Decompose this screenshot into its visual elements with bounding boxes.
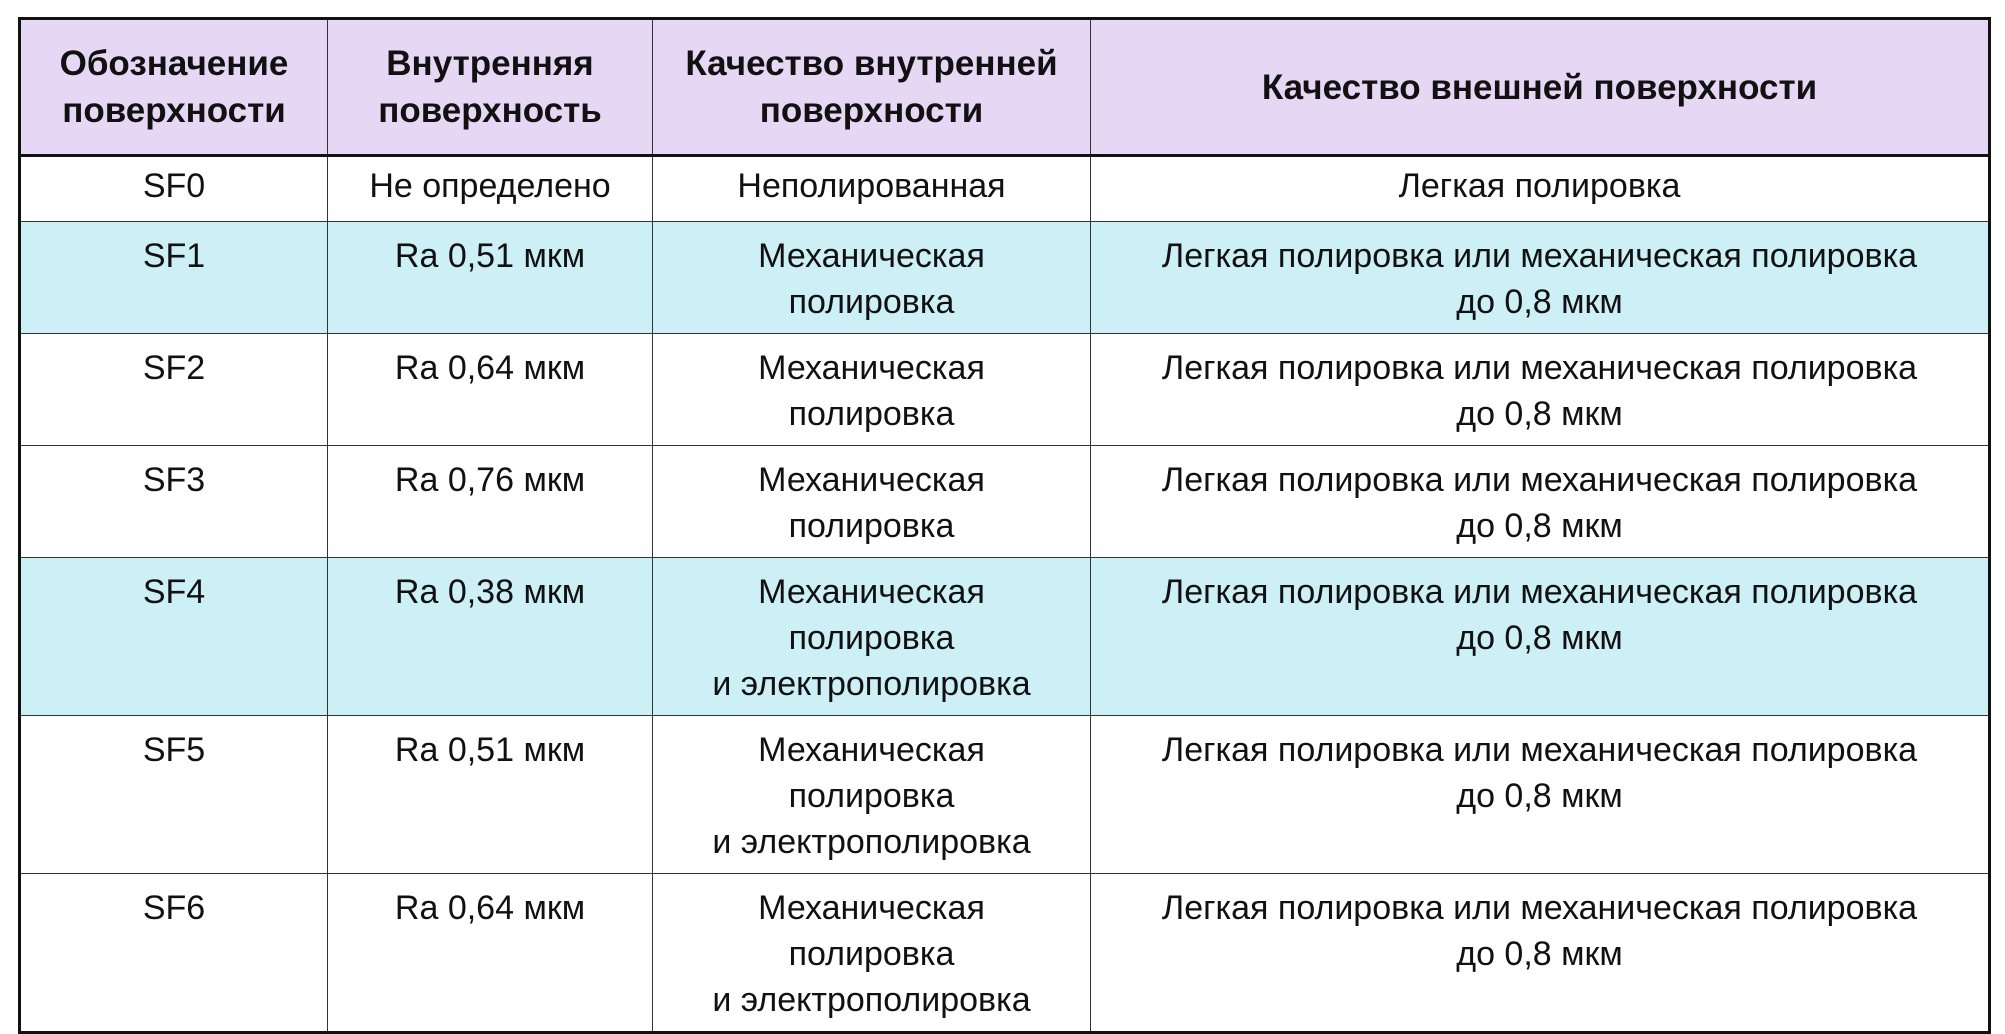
table-row [20, 156, 1990, 222]
surface-finish-table [18, 17, 1991, 1034]
cell-text-line: Механическая [758, 889, 985, 927]
cell-outer-quality [1091, 156, 1990, 222]
table-row [20, 222, 1990, 334]
header-outer-quality [1091, 19, 1990, 156]
header-inner-quality [653, 19, 1091, 156]
cell-text-line: полировка [788, 507, 955, 545]
header-text-line: поверхности [62, 91, 286, 130]
cell-text-line: полировка [788, 935, 955, 973]
cell-text-line: и электрополировка [712, 823, 1031, 861]
cell-inner-quality [653, 558, 1091, 716]
header-text-line: Обозначение [59, 44, 289, 83]
cell-inner-surface: Не определено [328, 156, 653, 222]
cell-text-line: и электрополировка [712, 981, 1031, 1019]
table-header [20, 19, 1990, 156]
cell-text-line: Механическая [758, 237, 985, 275]
cell-inner-surface: Ra 0,51 мкм [328, 716, 653, 874]
cell-text-line: полировка [788, 777, 955, 815]
cell-designation: SF2 [20, 334, 328, 446]
cell-text-line: Легкая полировка или механическая полировка [1161, 461, 1918, 499]
cell-outer-quality [1091, 334, 1990, 446]
header-designation [20, 19, 328, 156]
cell-inner-quality [653, 716, 1091, 874]
header-text-line: поверхность [378, 91, 602, 130]
cell-inner-surface: Ra 0,64 мкм [328, 334, 653, 446]
cell-text-line: до 0,8 мкм [1456, 507, 1623, 545]
table-row [20, 874, 1990, 1033]
cell-text-line: до 0,8 мкм [1456, 283, 1623, 321]
table-row [20, 334, 1990, 446]
cell-designation: SF1 [20, 222, 328, 334]
cell-inner-quality [653, 156, 1091, 222]
cell-outer-quality [1091, 446, 1990, 558]
cell-text-line: Механическая [758, 573, 985, 611]
cell-text-line: Неполированная [737, 167, 1006, 205]
table-row [20, 716, 1990, 874]
cell-text-line: Механическая [758, 461, 985, 499]
cell-text-line: и электрополировка [712, 665, 1031, 703]
cell-text-line: Легкая полировка или механическая полировка [1161, 889, 1918, 927]
cell-designation: SF5 [20, 716, 328, 874]
cell-outer-quality [1091, 558, 1990, 716]
header-inner-surface [328, 19, 653, 156]
cell-designation: SF3 [20, 446, 328, 558]
header-text-line: поверхности [759, 91, 984, 130]
cell-outer-quality [1091, 716, 1990, 874]
cell-text-line: до 0,8 мкм [1456, 619, 1623, 657]
cell-inner-quality [653, 874, 1091, 1033]
cell-text-line: Механическая [758, 731, 985, 769]
header-text-line: Качество внешней поверхности [1261, 67, 1818, 107]
cell-inner-surface: Ra 0,64 мкм [328, 874, 653, 1033]
table-row [20, 558, 1990, 716]
table-row [20, 446, 1990, 558]
cell-text-line: полировка [788, 283, 955, 321]
cell-inner-surface: Ra 0,51 мкм [328, 222, 653, 334]
cell-outer-quality [1091, 874, 1990, 1033]
cell-text-line: до 0,8 мкм [1456, 777, 1623, 815]
cell-text-line: Легкая полировка или механическая полировка [1161, 731, 1918, 769]
cell-outer-quality [1091, 222, 1990, 334]
cell-text-line: Легкая полировка или механическая полировка [1161, 349, 1918, 387]
table-body [20, 156, 1990, 1033]
cell-inner-surface: Ra 0,76 мкм [328, 446, 653, 558]
cell-text-line: Легкая полировка или механическая полировка [1161, 237, 1918, 275]
cell-designation: SF0 [20, 156, 328, 222]
header-text-line: Внутренняя [386, 44, 594, 83]
header-row [20, 19, 1990, 156]
cell-text-line: до 0,8 мкм [1456, 935, 1623, 973]
cell-text-line: Механическая [758, 349, 985, 387]
cell-inner-quality [653, 222, 1091, 334]
cell-text-line: полировка [788, 619, 955, 657]
header-text-line: Качество внутренней [685, 44, 1058, 83]
cell-designation: SF6 [20, 874, 328, 1033]
cell-text-line: Легкая полировка или механическая полировка [1161, 573, 1918, 611]
cell-inner-quality [653, 334, 1091, 446]
cell-inner-quality [653, 446, 1091, 558]
cell-text-line: полировка [788, 395, 955, 433]
cell-inner-surface: Ra 0,38 мкм [328, 558, 653, 716]
cell-text-line: до 0,8 мкм [1456, 395, 1623, 433]
cell-designation: SF4 [20, 558, 328, 716]
cell-text-line: Легкая полировка [1398, 167, 1681, 205]
